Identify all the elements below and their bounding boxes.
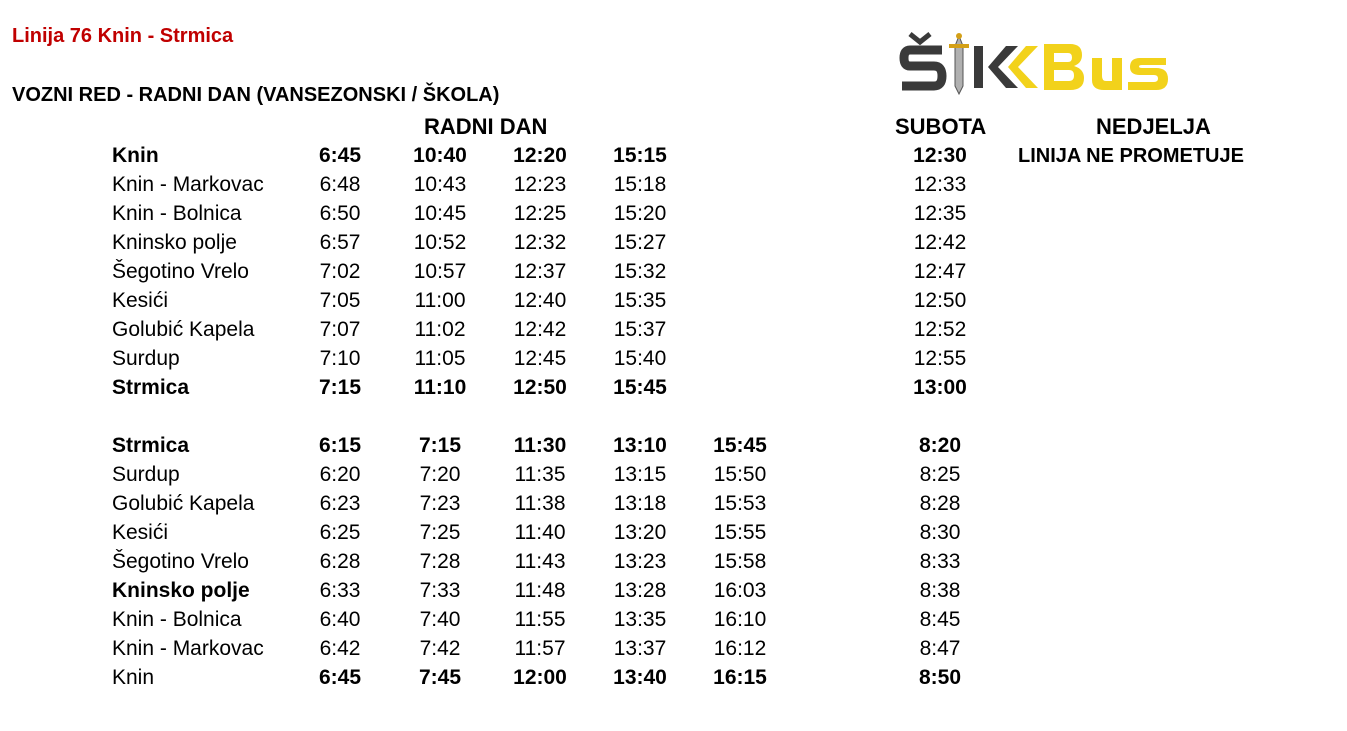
weekday-time: 15:37 <box>613 318 667 341</box>
saturday-time: 8:33 <box>919 550 961 573</box>
weekday-time: 7:05 <box>319 289 361 312</box>
saturday-time: 8:20 <box>918 434 962 457</box>
weekday-time: 11:02 <box>414 318 466 341</box>
weekday-time: 7:10 <box>319 347 361 370</box>
saturday-time: 8:25 <box>919 463 961 486</box>
weekday-time: 12:23 <box>513 173 567 196</box>
stop-name: Kesići <box>112 289 169 312</box>
weekday-time: 12:50 <box>513 376 567 399</box>
weekday-time: 15:45 <box>613 376 667 399</box>
stop-name: Strmica <box>112 434 190 457</box>
weekday-time: 6:20 <box>319 463 361 486</box>
weekday-time: 13:15 <box>613 463 667 486</box>
weekday-time: 16:03 <box>713 579 767 602</box>
saturday-time: 8:38 <box>919 579 961 602</box>
weekday-time: 12:42 <box>513 318 567 341</box>
weekday-time: 10:45 <box>413 202 467 225</box>
stop-name: Kninsko polje <box>112 231 237 254</box>
saturday-time: 8:47 <box>919 637 961 660</box>
weekday-time: 13:10 <box>613 434 667 457</box>
weekday-time: 6:40 <box>319 608 361 631</box>
saturday-time: 12:55 <box>913 347 967 370</box>
sikbus-logo <box>898 28 1183 98</box>
column-header-radni-dan: RADNI DAN <box>424 114 548 139</box>
weekday-time: 15:18 <box>613 173 667 196</box>
saturday-time: 12:52 <box>913 318 967 341</box>
stop-name: Kninsko polje <box>112 579 250 602</box>
weekday-time: 6:45 <box>318 666 362 689</box>
weekday-time: 15:20 <box>613 202 667 225</box>
saturday-time: 12:42 <box>913 231 967 254</box>
weekday-time: 12:25 <box>513 202 567 225</box>
stop-name: Knin <box>112 666 155 689</box>
weekday-time: 6:50 <box>319 202 361 225</box>
weekday-time: 13:20 <box>613 521 667 544</box>
weekday-time: 15:58 <box>713 550 767 573</box>
weekday-time: 10:43 <box>413 173 467 196</box>
stop-name: Knin - Bolnica <box>112 608 242 631</box>
weekday-time: 16:10 <box>713 608 767 631</box>
weekday-time: 7:07 <box>319 318 361 341</box>
stop-name: Kesići <box>112 521 169 544</box>
saturday-time: 12:30 <box>913 144 967 167</box>
weekday-time: 15:55 <box>713 521 767 544</box>
weekday-time: 6:25 <box>319 521 361 544</box>
weekday-time: 11:43 <box>514 550 566 573</box>
weekday-time: 7:45 <box>418 666 462 689</box>
column-header-nedjelja: NEDJELJA <box>1096 114 1211 139</box>
weekday-time: 6:15 <box>318 434 362 457</box>
saturday-time: 8:50 <box>918 666 962 689</box>
weekday-time: 11:40 <box>514 521 566 544</box>
saturday-time: 12:50 <box>913 289 967 312</box>
weekday-time: 15:45 <box>713 434 767 457</box>
weekday-time: 13:18 <box>613 492 667 515</box>
weekday-time: 11:38 <box>514 492 566 515</box>
weekday-time: 15:40 <box>613 347 667 370</box>
weekday-time: 15:32 <box>613 260 667 283</box>
saturday-time: 13:00 <box>913 376 967 399</box>
saturday-time: 8:28 <box>919 492 961 515</box>
weekday-time: 7:20 <box>419 463 461 486</box>
weekday-time: 11:05 <box>414 347 466 370</box>
weekday-time: 13:40 <box>613 666 667 689</box>
weekday-time: 15:50 <box>713 463 767 486</box>
weekday-time: 13:23 <box>613 550 667 573</box>
weekday-time: 6:42 <box>319 637 361 660</box>
weekday-time: 7:15 <box>418 434 462 457</box>
weekday-time: 7:02 <box>319 260 361 283</box>
weekday-time: 12:37 <box>513 260 567 283</box>
saturday-time: 8:30 <box>919 521 961 544</box>
stop-name: Knin - Markovac <box>112 637 264 660</box>
page-title: Linija 76 Knin - Strmica <box>12 25 234 47</box>
stop-name: Surdup <box>112 463 180 486</box>
stop-name: Šegotino Vrelo <box>112 550 249 573</box>
sikbus-logo-graphic <box>898 28 1183 98</box>
weekday-time: 11:48 <box>514 579 566 602</box>
weekday-time: 6:48 <box>319 173 361 196</box>
weekday-time: 7:40 <box>419 608 461 631</box>
stop-name: Surdup <box>112 347 180 370</box>
stop-name: Golubić Kapela <box>112 318 255 341</box>
saturday-time: 12:33 <box>913 173 967 196</box>
weekday-time: 6:33 <box>319 579 361 602</box>
weekday-time: 6:23 <box>319 492 361 515</box>
weekday-time: 12:40 <box>513 289 567 312</box>
weekday-time: 11:10 <box>413 376 467 399</box>
saturday-time: 12:35 <box>913 202 967 225</box>
weekday-time: 15:53 <box>713 492 767 515</box>
stop-name: Knin - Bolnica <box>112 202 242 225</box>
stop-name: Strmica <box>112 376 190 399</box>
weekday-time: 15:15 <box>613 144 667 167</box>
weekday-time: 6:57 <box>319 231 361 254</box>
weekday-time: 11:55 <box>514 608 566 631</box>
weekday-time: 15:35 <box>613 289 667 312</box>
weekday-time: 7:23 <box>419 492 461 515</box>
weekday-time: 12:45 <box>513 347 567 370</box>
weekday-time: 10:40 <box>413 144 467 167</box>
weekday-time: 7:28 <box>419 550 461 573</box>
weekday-time: 16:12 <box>713 637 767 660</box>
weekday-time: 13:28 <box>613 579 667 602</box>
schedule-subtitle: VOZNI RED - RADNI DAN (VANSEZONSKI / ŠKOLA) <box>12 84 500 106</box>
weekday-time: 11:30 <box>513 434 567 457</box>
weekday-time: 11:57 <box>514 637 566 660</box>
weekday-time: 6:28 <box>319 550 361 573</box>
weekday-time: 13:35 <box>613 608 667 631</box>
weekday-time: 10:57 <box>413 260 467 283</box>
saturday-time: 8:45 <box>919 608 961 631</box>
weekday-time: 7:33 <box>419 579 461 602</box>
weekday-time: 11:35 <box>514 463 566 486</box>
saturday-time: 12:47 <box>913 260 967 283</box>
stop-name: Šegotino Vrelo <box>112 260 249 283</box>
weekday-time: 12:20 <box>513 144 567 167</box>
weekday-time: 15:27 <box>613 231 667 254</box>
stop-name: Knin - Markovac <box>112 173 264 196</box>
weekday-time: 7:25 <box>419 521 461 544</box>
column-header-subota: SUBOTA <box>895 114 987 139</box>
weekday-time: 13:37 <box>613 637 667 660</box>
stop-name: Golubić Kapela <box>112 492 255 515</box>
weekday-time: 7:15 <box>318 376 362 399</box>
weekday-time: 11:00 <box>414 289 466 312</box>
weekday-time: 12:00 <box>513 666 567 689</box>
weekday-time: 12:32 <box>513 231 567 254</box>
stop-name: Knin <box>112 144 159 167</box>
nedjelja-notice: LINIJA NE PROMETUJE <box>1018 145 1244 167</box>
weekday-time: 16:15 <box>713 666 767 689</box>
weekday-time: 7:42 <box>419 637 461 660</box>
weekday-time: 6:45 <box>318 144 362 167</box>
weekday-time: 10:52 <box>413 231 467 254</box>
